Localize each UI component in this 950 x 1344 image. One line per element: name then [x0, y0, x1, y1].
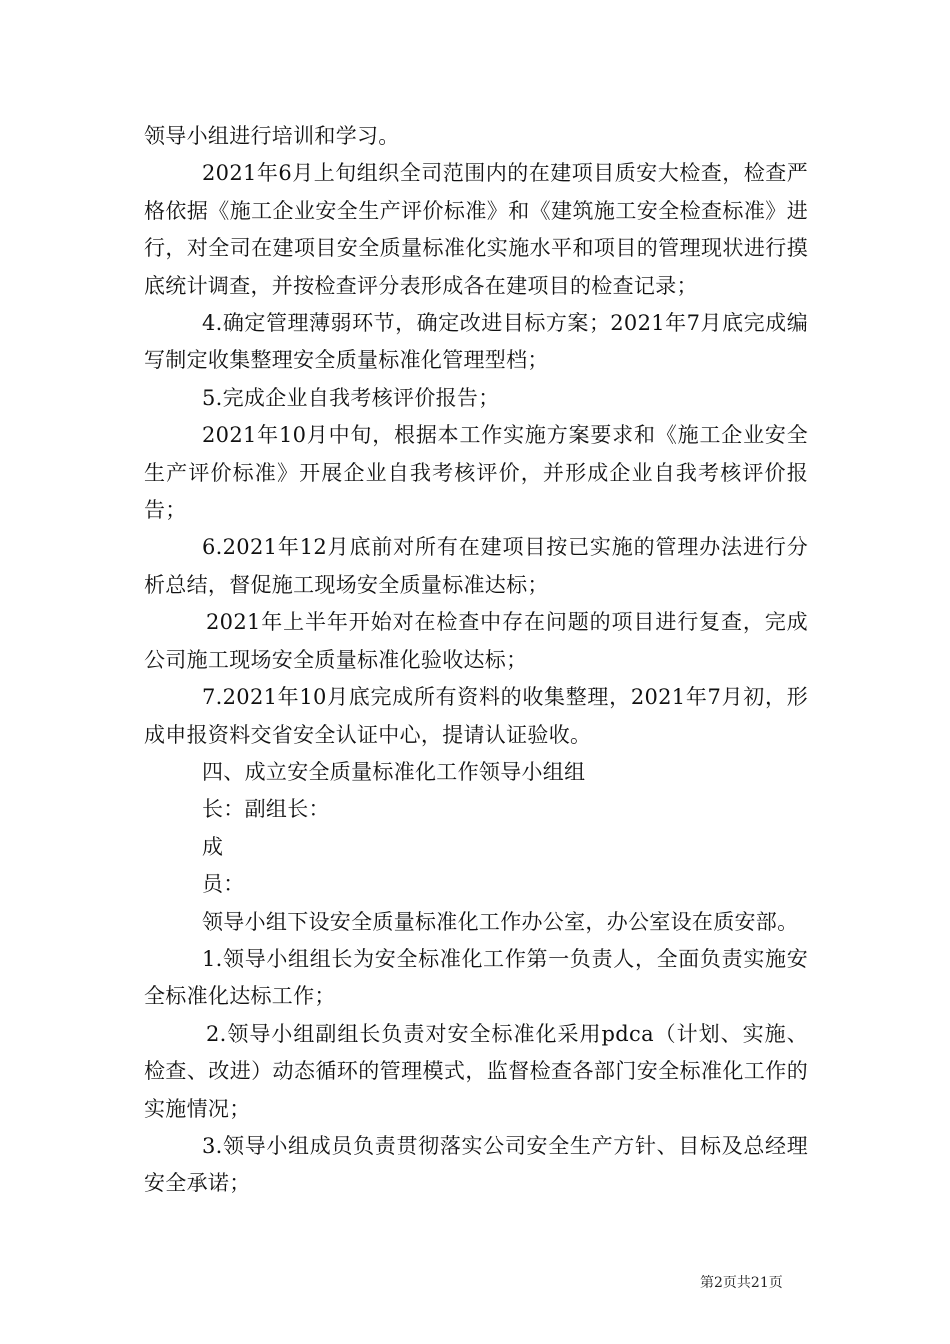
- paragraph-4: 5.完成企业自我考核评价报告；: [202, 385, 500, 410]
- duty-item-2: 2.领导小组副组长负责对安全标准化采用pdca（计划、实施、检查、改进）动态循环的管理模式，监督检查各部门安全标准化工作的实施情况；: [144, 1021, 808, 1121]
- member-line-1: 成: [202, 834, 224, 859]
- paragraph-2: 2021年6月上旬组织全司范围内的在建项目质安大检查，检查严格依据《施工企业安全生产评价标准》和《建筑施工安全检查标准》进行，对全司在建项目安全质量标准化实施水平和项目的管理现状进行摸底统计调查，并按检查评分表形成各在建项目的检查记录；: [144, 161, 808, 298]
- paragraph-1: 领导小组进行培训和学习。: [144, 124, 400, 148]
- leader-line: 长：副组长：: [202, 797, 330, 822]
- member-line-2: 员：: [202, 872, 245, 897]
- paragraph-5: 2021年10月中旬，根据本工作实施方案要求和《施工企业安全生产评价标准》开展企业自我考核评价，并形成企业自我考核评价报告；: [144, 423, 808, 523]
- paragraph-office: 领导小组下设安全质量标准化工作办公室，办公室设在质安部。: [202, 909, 799, 934]
- page-number: 第2页共21页: [700, 1275, 783, 1291]
- paragraph-6: 6.2021年12月底前对所有在建项目按已实施的管理办法进行分析总结，督促施工现场安全质量标准达标；: [144, 535, 808, 597]
- duty-item-3: 3.领导小组成员负责贯彻落实公司安全生产方针、目标及总经理安全承诺；: [144, 1133, 808, 1196]
- paragraph-3: 4.确定管理薄弱环节，确定改进目标方案；2021年7月底完成编写制定收集整理安全质量标准化管理型档；: [144, 311, 808, 373]
- document-body: [144, 118, 808, 1203]
- section-heading: 四、成立安全质量标准化工作领导小组组: [202, 759, 586, 784]
- paragraph-7: 2021年上半年开始对在检查中存在问题的项目进行复查，完成公司施工现场安全质量标准化验收达标；: [144, 610, 808, 672]
- paragraph-8: 7.2021年10月底完成所有资料的收集整理，2021年7月初，形成申报资料交省安全认证中心，提请认证验收。: [144, 685, 808, 747]
- duty-item-1: 1.领导小组组长为安全标准化工作第一负责人，全面负责实施安全标准化达标工作；: [144, 946, 808, 1009]
